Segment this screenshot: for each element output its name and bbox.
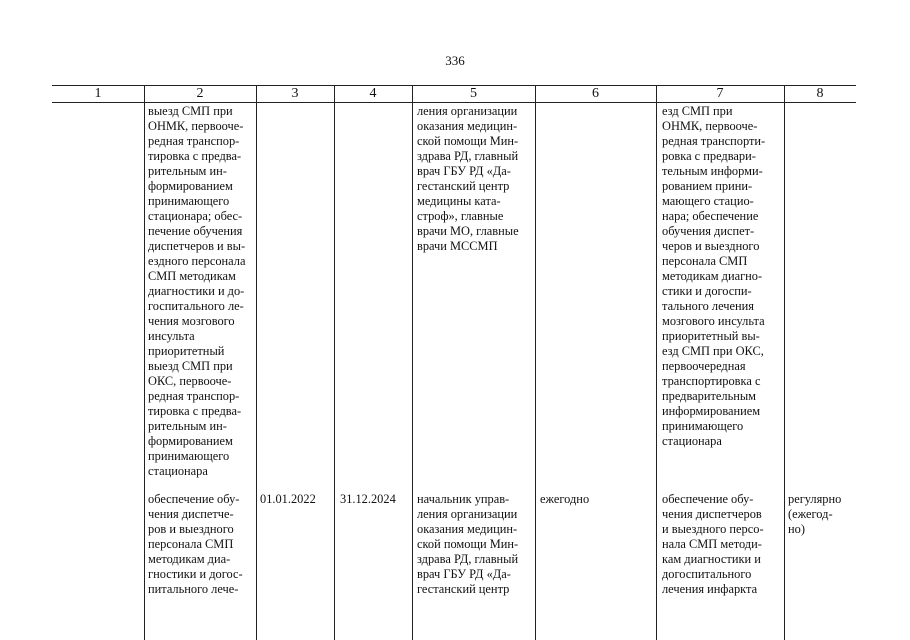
column-divider xyxy=(412,85,413,640)
column-divider xyxy=(334,85,335,640)
table-cell: ежегодно xyxy=(540,492,590,506)
column-header: 5 xyxy=(470,86,477,101)
table-cell: ления организации оказания медицин- ской помощи Мин- здрава РД, главный врач ГБУ РД «Да- гестанский центр медицины ката- строф», главные врачи МО, главные врачи МССМП xyxy=(417,104,519,253)
table-cell: 01.01.2022 xyxy=(260,492,316,506)
table-header-border xyxy=(52,102,856,103)
column-header: 7 xyxy=(716,86,724,101)
table-cell: езд СМП при ОНМК, первооче- редная транспорти- ровка с предвари- тельным информи- рованием прини- мающего стацио- нара; обеспечение обучения диспет- черов и выездного персонала СМП методикам диагно- стики и догоспи- тального лечения мозгового инсульта приоритетный вы- езд СМП при ОКС, первоочередная транспортировка с предварительным информированием принимающего стационара xyxy=(662,104,766,448)
column-divider xyxy=(784,85,785,640)
table-cell: 31.12.2024 xyxy=(340,492,396,506)
column-divider xyxy=(144,85,145,640)
page-number: 336 xyxy=(445,53,465,68)
column-divider xyxy=(656,85,657,640)
table-cell: выезд СМП при ОНМК, первооче- редная транспор- тировка с предва- рительным ин- формированием принимающего стационара; обес- печение обучения диспетчеров и вы- ездного персонала СМП методикам диагностики и до- госпитального ле- чения мозгового инсульта приоритетный выезд СМП при ОКС, первооче- редная транспор- тировка с предва- рительным ин- формированием принимающего стационара xyxy=(148,104,246,478)
column-divider xyxy=(535,85,536,640)
column-header: 8 xyxy=(816,86,824,101)
table-cell: начальник управ- ления организации оказания медицин- ской помощи Мин- здрава РД, главный врач ГБУ РД «Да- гестанский центр xyxy=(417,492,519,596)
column-header: 6 xyxy=(592,86,599,101)
table-cell: обеспечение обу- чения диспетчеров и выездного персо- нала СМП методи- кам диагностики и догоспитального лечения инфаркта xyxy=(662,492,764,596)
column-header: 4 xyxy=(369,86,377,101)
column-divider xyxy=(256,85,257,640)
column-header: 3 xyxy=(291,86,299,101)
table-cell: регулярно (ежегод- но) xyxy=(788,492,842,536)
column-header: 2 xyxy=(196,86,204,101)
column-header: 1 xyxy=(94,86,102,101)
table-cell: обеспечение обу- чения диспетче- ров и выездного персонала СМП методикам диа- гностики и догос- питального лече- xyxy=(148,492,243,596)
